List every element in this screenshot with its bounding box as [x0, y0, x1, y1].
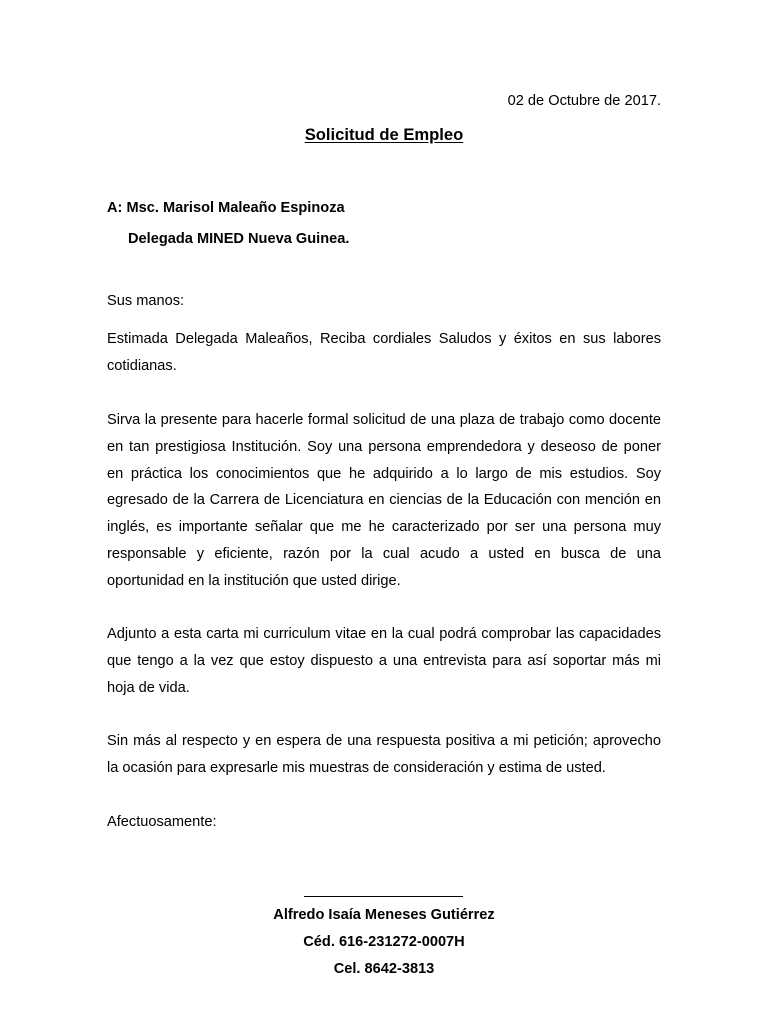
paragraph-attachment: Adjunto a esta carta mi curriculum vitae en la cual podrá comprobar las capacidades que tengo a la vez que estoy dispuesto a una entrevista para así soportar más mi hoja de vida.	[107, 626, 661, 696]
recipient-name: A: Msc. Marisol Maleaño Espinoza	[107, 200, 345, 216]
recipient-position: Delegada MINED Nueva Guinea.	[128, 231, 350, 247]
paragraph-farewell: Sin más al respecto y en espera de una respuesta positiva a mi petición; aprovecho la ocasión para expresarle mis muestras de consideración y estima de usted.	[107, 733, 661, 776]
letter-date: 02 de Octubre de 2017.	[507, 93, 661, 109]
signature-name: Alfredo Isaía Meneses Gutiérrez	[273, 907, 495, 923]
letter-title: Solicitud de Empleo	[304, 125, 464, 144]
paragraph-salutation: Estimada Delegada Maleaños, Reciba cordiales Saludos y éxitos en sus labores cotidianas.	[107, 331, 661, 374]
greeting: Sus manos:	[107, 293, 185, 309]
signature-line	[304, 896, 463, 897]
signature-phone: Cel. 8642-3813	[333, 961, 435, 977]
paragraph-request: Sirva la presente para hacerle formal solicitud de una plaza de trabajo como docente en tan prestigiosa Institución. Soy una persona emprendedora y deseoso de poner en práctica los conocimientos que he adquirido a lo largo de mis estudios. Soy egresado de la Carrera de Licenciatura en ciencias de la Educación con mención en inglés, es importante señalar que me he caracterizado por ser una persona muy responsable y eficiente, razón por la cual acudo a usted en busca de una oportunidad en la institución que usted dirige.	[107, 412, 661, 589]
signature-id: Céd. 616-231272-0007H	[303, 934, 465, 950]
closing: Afectuosamente:	[107, 814, 217, 830]
